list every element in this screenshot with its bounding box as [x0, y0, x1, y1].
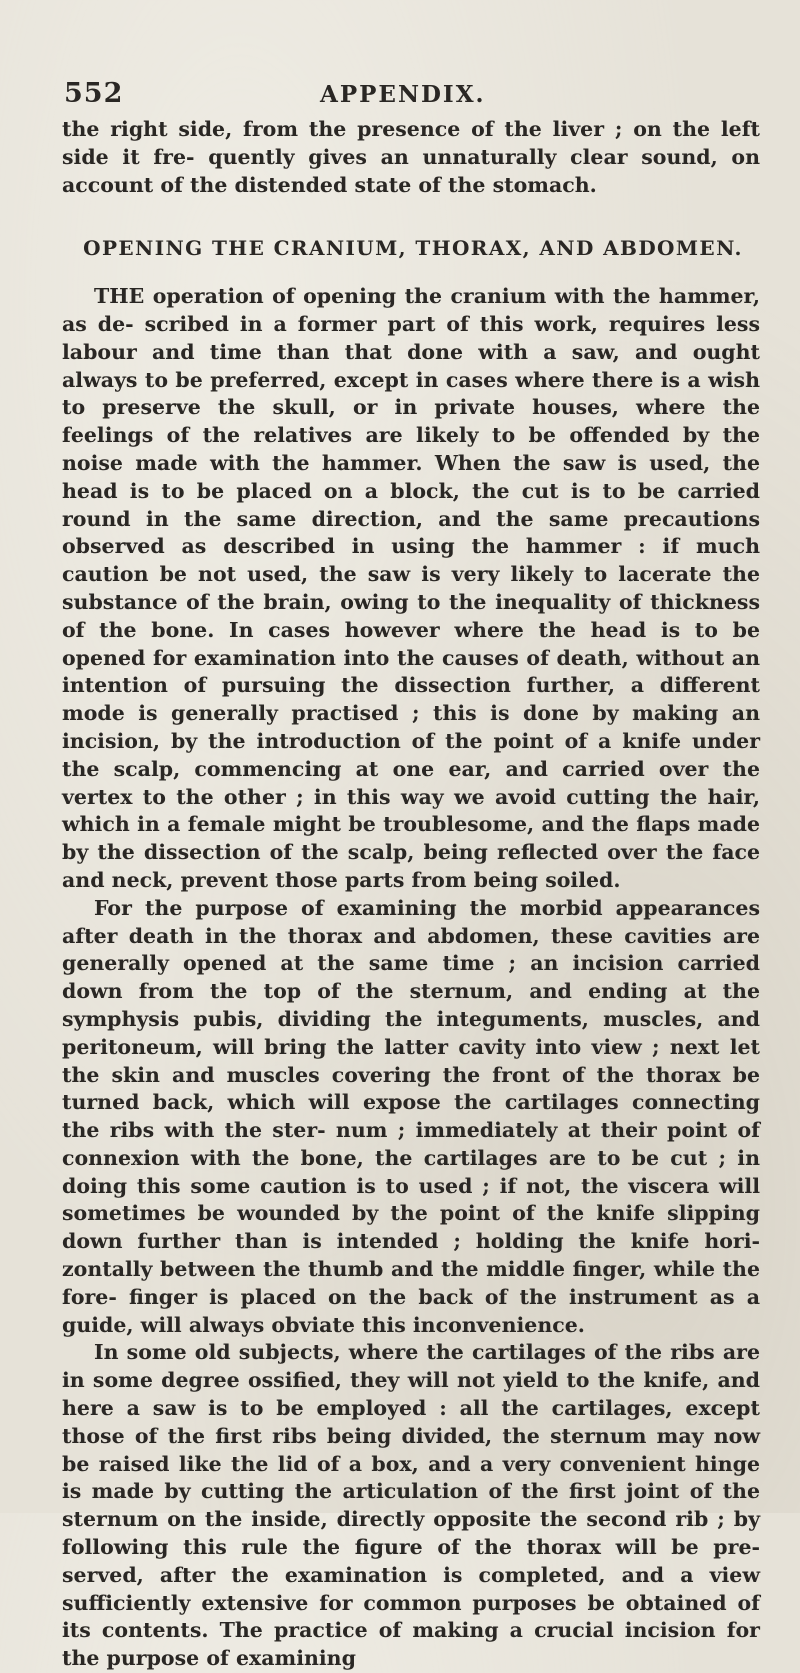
section-heading: OPENING THE CRANIUM, THORAX, AND ABDOMEN. [83, 236, 743, 261]
paragraph-ossified-cartilages: In some old subjects, where the cartilages of the ribs are in some degree ossified, they will not yield to the knife, and here a saw is to be employed : all the cartilages, except those of the first ribs being divided, the sternum may now be raised like the lid of a box, and a very convenient hinge is made by cutting the articulation of the first joint of the sternum on the inside, directly opposite the second rib ; by following this rule the figure of the thorax will be pre- served, after the examination is completed, and a view sufficiently extensive for common purposes be obtained of its contents. The practice of making a crucial incision for the purpose of examining [62, 1340, 760, 1671]
page-number: 552 [64, 78, 124, 109]
running-title: APPENDIX. [320, 81, 486, 108]
page-text [62, 116, 760, 1673]
intro-paragraph: the right side, from the presence of the liver ; on the left side it fre- quently gives an unnaturally clear sound, on account of the distended state of the stomach. [62, 117, 760, 197]
paragraph-thorax-abdomen: For the purpose of examining the morbid appearances after death in the thorax and abdomen, these cavities are generally opened at the same time ; an incision carried down from the top of the sternum, and ending at the symphysis pubis, dividing the integuments, muscles, and peritoneum, will bring the latter cavity into view ; next let the skin and muscles covering the front of the thorax be turned back, which will expose the cartilages connecting the ribs with the ster- num ; immediately at their point of connexion with the bone, the cartilages are to be cut ; in doing this some caution is to used ; if not, the viscera will sometimes be wounded by the point of the knife slipping down further than is intended ; holding the knife hori- zontally between the thumb and the middle finger, while the fore- finger is placed on the back of the instrument as a guide, will always obviate this inconvenience. [62, 895, 760, 1337]
running-head [62, 58, 760, 109]
paragraph-cranium: THE operation of opening the cranium with the hammer, as de- scribed in a former part of this work, requires less labour and time than that done with a saw, and ought always to be preferred, except in cases where there is a wish to preserve the skull, or in private houses, where the feelings of the relatives are likely to be offended by the noise made with the hammer. When the saw is used, the head is to be placed on a block, the cut is to be carried round in the same direction, and the same precautions observed as described in using the hammer : if much caution be not used, the saw is very likely to lacerate the substance of the brain, owing to the inequality of thickness of the bone. In cases however where the head is to be opened for examination into the causes of death, without an intention of pursuing the dissection further, a different mode is generally practised ; this is done by making an incision, by the introduction of the point of a knife under the scalp, commencing at one ear, and carried over the vertex to the other ; in this way we avoid cutting the hair, which in a female might be troublesome, and the flaps made by the dissection of the scalp, being reflected over the face and neck, prevent those parts from being soiled. [62, 284, 760, 892]
